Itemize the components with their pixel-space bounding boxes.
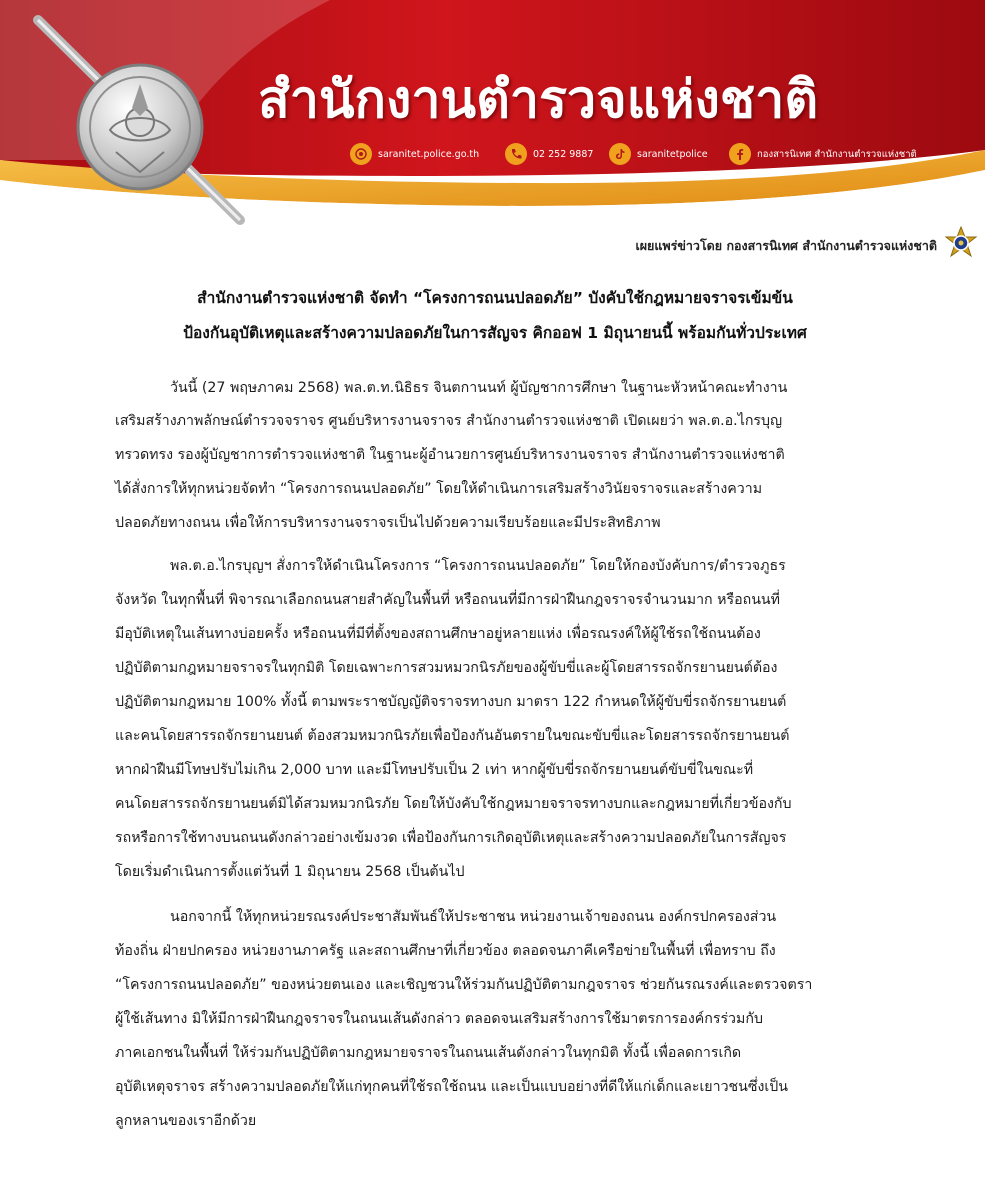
paragraph-1-line: ได้สั่งการให้ทุกหน่วยจัดทำ “โครงการถนนปลอดภัย” โดยให้ดำเนินการเสริมสร้างวินัยจราจรและสร้างความ xyxy=(115,481,763,497)
web-icon xyxy=(350,143,372,165)
contact-website-text: saranitet.police.go.th xyxy=(378,148,480,160)
contact-website[interactable] xyxy=(350,141,479,167)
facebook-icon xyxy=(729,143,751,165)
police-emblem-logo xyxy=(30,12,260,227)
paragraph-3-line: ภาคเอกชนในพื้นที่ ให้ร่วมกันปฏิบัติตามกฎหมายจราจรในถนนเส้นดังกล่าวในทุกมิติ ทั้งนี้ เพื่อลดการเกิด xyxy=(115,1045,742,1061)
paragraph-2-line: ปฏิบัติตามกฎหมายจราจรในทุกมิติ โดยเฉพาะการสวมหมวกนิรภัยของผู้ขับขี่และผู้โดยสารรถจักรยานยนต์ต้อง xyxy=(115,660,778,676)
banner-title: สำนักงานตำรวจแห่งชาติ xyxy=(258,70,819,130)
headline-line-1: สำนักงานตำรวจแห่งชาติ จัดทำ “โครงการถนนปลอดภัย” บังคับใช้กฎหมายจราจรเข้มข้น xyxy=(197,289,793,307)
contact-facebook[interactable] xyxy=(729,141,917,167)
paragraph-1-line: วันนี้ (27 พฤษภาคม 2568) พล.ต.ท.นิธิธร จินตกานนท์ ผู้บัญชาการศึกษา ในฐานะหัวหน้าคณะทำงาน xyxy=(170,380,788,396)
paragraph-3-line: อุบัติเหตุจราจร สร้างความปลอดภัยให้แก่ทุกคนที่ใช้รถใช้ถนน และเป็นแบบอย่างที่ดีให้แก่เด็กและเยาวชนซึ่งเป็น xyxy=(115,1079,788,1095)
paragraph-3-line: ลูกหลานของเราอีกด้วย xyxy=(115,1113,257,1129)
phone-icon xyxy=(505,143,527,165)
paragraph-2-line: และคนโดยสารรถจักรยานยนต์ ต้องสวมหมวกนิรภัยเพื่อป้องกันอันตรายในขณะขับขี่และโดยสารรถจักรยานยนต์ xyxy=(115,728,790,744)
paragraph-2-line: คนโดยสารรถจักรยานยนต์มิได้สวมหมวกนิรภัย โดยให้บังคับใช้กฎหมายจราจรทางบกและกฎหมายที่เกี่ยวข้องกับ xyxy=(115,796,792,812)
paragraph-2-line: โดยเริ่มดำเนินการตั้งแต่วันที่ 1 มิถุนายน 2568 เป็นต้นไป xyxy=(115,864,465,880)
paragraph-1-line: ทรวดทรง รองผู้บัญชาการตำรวจแห่งชาติ ในฐานะผู้อำนวยการศูนย์บริหารงานจราจร สำนักงานตำรวจแห่งชาติ xyxy=(115,447,785,463)
paragraph-1-line: ปลอดภัยทางถนน เพื่อให้การบริหารงานจราจรเป็นไปด้วยความเรียบร้อยและมีประสิทธิภาพ xyxy=(115,515,661,531)
paragraph-2-line: รถหรือการใช้ทางบนถนนดังกล่าวอย่างเข้มงวด เพื่อป้องกันการเกิดอุบัติเหตุและสร้างความปลอดภัยในการสัญจร xyxy=(115,830,787,846)
header-banner xyxy=(0,0,985,240)
tiktok-icon xyxy=(609,143,631,165)
paragraph-2-line: ปฏิบัติตามกฎหมาย 100% ทั้งนี้ ตามพระราชบัญญัติจราจรทางบก มาตรา 122 กำหนดให้ผู้ขับขี่รถจักรยานยนต์ xyxy=(115,694,787,710)
contact-phone-text: 02 252 9887 xyxy=(533,148,594,160)
contact-tiktok-text: saranitetpolice xyxy=(637,148,708,160)
contact-facebook-text: กองสารนิเทศ สำนักงานตำรวจแห่งชาติ xyxy=(757,148,917,160)
paragraph-3-line: ท้องถิ่น ฝ่ายปกครอง หน่วยงานภาครัฐ และสถานศึกษาที่เกี่ยวข้อง ตลอดจนภาคีเครือข่ายในพื้นที่ เพื่อทราบ ถึง xyxy=(115,943,776,959)
contact-phone[interactable] xyxy=(505,141,593,167)
paragraph-2-line: จังหวัด ในทุกพื้นที่ พิจารณาเลือกถนนสายสำคัญในพื้นที่ หรือถนนที่มีการฝ่าฝืนกฎจราจรจำนวนมาก หรือถนนที่ xyxy=(115,592,780,608)
paragraph-3-line: นอกจากนี้ ให้ทุกหน่วยรณรงค์ประชาสัมพันธ์ให้ประชาชน หน่วยงานเจ้าของถนน องค์กรปกครองส่วน xyxy=(170,909,777,925)
publisher-credit: เผยแพร่ข่าวโดย กองสารนิเทศ สำนักงานตำรวจแห่งชาติ xyxy=(635,238,937,253)
contact-tiktok[interactable] xyxy=(609,141,708,167)
paragraph-3-line: “โครงการถนนปลอดภัย” ของหน่วยตนเอง และเชิญชวนให้ร่วมกันปฏิบัติตามกฎจราจร ช่วยกันรณรงค์และตรวจตรา xyxy=(115,977,813,993)
paragraph-1-line: เสริมสร้างภาพลักษณ์ตำรวจจราจร ศูนย์บริหารงานจราจร สำนักงานตำรวจแห่งชาติ เปิดเผยว่า พล.ต.อ.ไกรบุญ xyxy=(115,413,783,429)
police-badge-icon xyxy=(944,226,978,260)
paragraph-2-line: มีอุบัติเหตุในเส้นทางบ่อยครั้ง หรือถนนที่มีที่ตั้งของสถานศึกษาอยู่หลายแห่ง เพื่อรณรงค์ให้ผู้ใช้รถใช้ถนนต้อง xyxy=(115,626,761,642)
paragraph-3-line: ผู้ใช้เส้นทาง มิให้มีการฝ่าฝืนกฎจราจรในถนนเส้นดังกล่าว ตลอดจนเสริมสร้างการใช้มาตรการองค์กรร่วมกับ xyxy=(115,1011,763,1027)
paragraph-2-line: หากฝ่าฝืนมีโทษปรับไม่เกิน 2,000 บาท และมีโทษปรับเป็น 2 เท่า หากผู้ขับขี่รถจักรยานยนต์ขับขี่ในขณะที่ xyxy=(115,762,754,778)
paragraph-2-line: พล.ต.อ.ไกรบุญฯ สั่งการให้ดำเนินโครงการ “โครงการถนนปลอดภัย” โดยให้กองบังคับการ/ตำรวจภูธร xyxy=(170,558,786,574)
contact-bar xyxy=(350,141,950,167)
headline-line-2: ป้องกันอุบัติเหตุและสร้างความปลอดภัยในการสัญจร คิกออฟ 1 มิถุนายนนี้ พร้อมกันทั่วประเทศ xyxy=(183,324,807,342)
